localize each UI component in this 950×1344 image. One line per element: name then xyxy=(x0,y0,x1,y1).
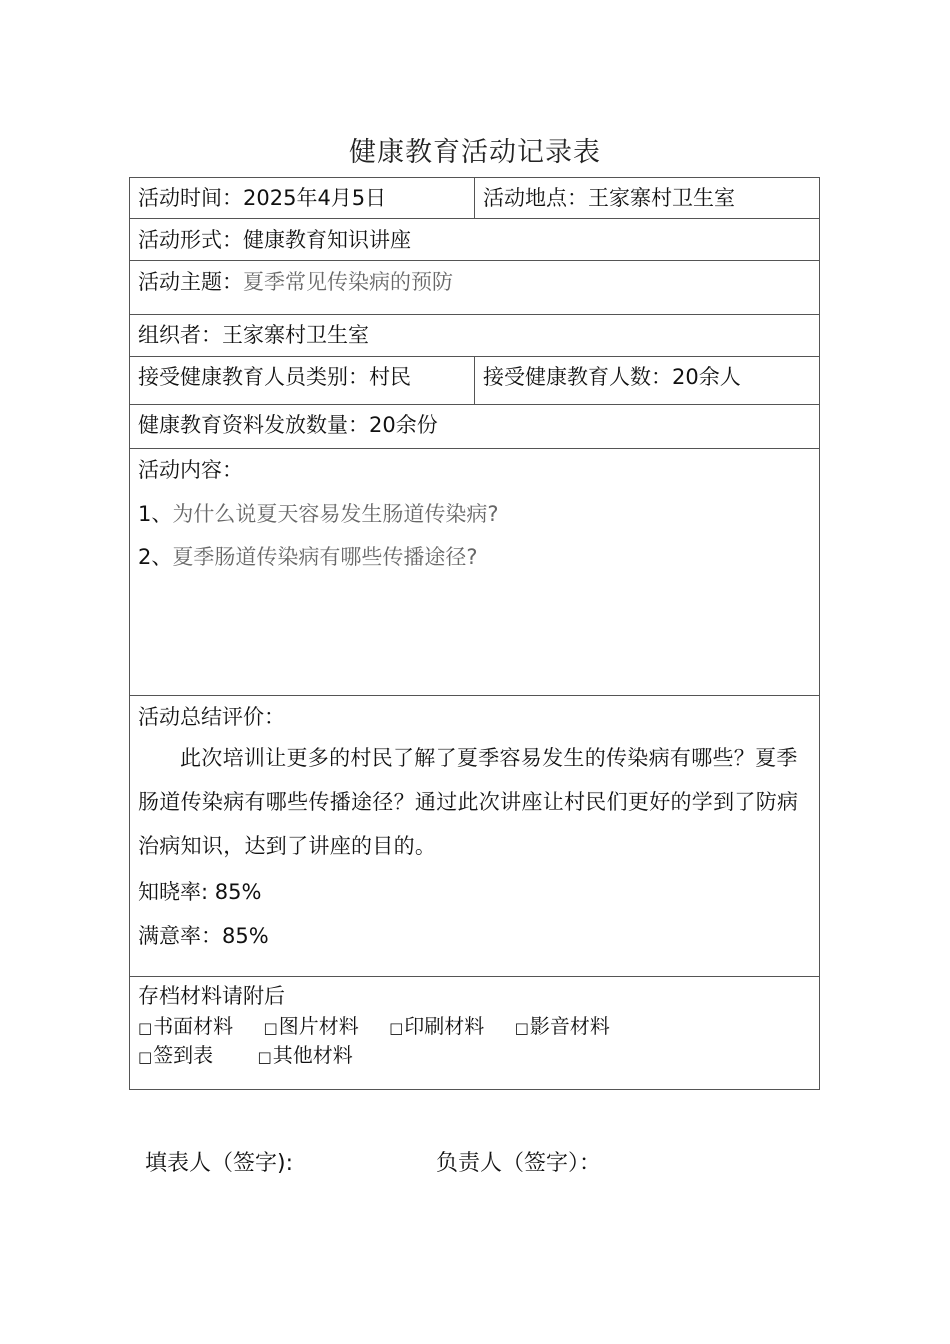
checkbox-icon: □ xyxy=(138,1019,153,1037)
cell-activity-form xyxy=(130,219,819,260)
checkbox-label: 影音材料 xyxy=(529,1014,610,1038)
row-audience xyxy=(130,357,819,405)
content-item-text: 夏季肠道传染病有哪些传播途径? xyxy=(172,545,478,569)
cell-summary xyxy=(130,696,819,976)
filler-signature-label: 填表人（签字): xyxy=(145,1151,293,1176)
checkbox-audio-video-materials[interactable] xyxy=(515,1010,610,1039)
checkbox-printed-materials[interactable] xyxy=(389,1010,484,1039)
activity-theme xyxy=(138,266,453,296)
content-item-text: 为什么说夏天容易发生肠道传染病? xyxy=(172,502,499,526)
record-form xyxy=(129,177,820,1090)
cell-organizer xyxy=(130,315,819,356)
cell-audience-count xyxy=(475,357,819,404)
checkbox-label: 印刷材料 xyxy=(404,1014,485,1038)
checkbox-sign-in-sheet[interactable] xyxy=(138,1039,213,1068)
cell-audience-type xyxy=(130,357,475,404)
checkbox-icon: □ xyxy=(389,1019,404,1037)
checkbox-icon: □ xyxy=(263,1019,278,1037)
row-theme xyxy=(130,261,819,315)
row-form xyxy=(130,219,819,261)
cell-activity-place xyxy=(475,178,819,218)
cell-activity-time xyxy=(130,178,475,218)
satisfaction-rate: 满意率：85% xyxy=(138,924,269,948)
theme-label: 活动主题： xyxy=(138,270,243,294)
row-organizer xyxy=(130,315,819,357)
activity-place: 活动地点：王家寨村卫生室 xyxy=(483,186,735,210)
checkbox-icon: □ xyxy=(514,1019,529,1037)
checkbox-label: 图片材料 xyxy=(278,1014,359,1038)
audience-count: 接受健康教育人数：20余人 xyxy=(483,365,741,389)
activity-time: 活动时间：2025年4月5日 xyxy=(138,186,387,210)
theme-value: 夏季常见传染病的预防 xyxy=(243,270,453,294)
activity-form: 活动形式：健康教育知识讲座 xyxy=(138,228,411,252)
row-materials-count xyxy=(130,405,819,449)
checkbox-label: 书面材料 xyxy=(153,1014,234,1038)
checkbox-other-materials[interactable] xyxy=(258,1039,353,1068)
organizer: 组织者：王家寨村卫生室 xyxy=(138,323,369,347)
content-item xyxy=(138,498,499,528)
content-item-number: 1、 xyxy=(138,502,173,526)
row-archive xyxy=(130,977,819,1089)
content-label: 活动内容： xyxy=(138,458,243,482)
content-item-number: 2、 xyxy=(138,545,173,569)
audience-type: 接受健康教育人员类别：村民 xyxy=(138,365,411,389)
awareness-rate: 知晓率: 85% xyxy=(138,880,262,904)
checkbox-written-materials[interactable] xyxy=(138,1010,233,1039)
content-item xyxy=(138,541,478,571)
checkbox-icon: □ xyxy=(138,1048,153,1066)
row-time-place xyxy=(130,178,819,219)
cell-activity-theme xyxy=(130,261,819,314)
cell-materials-count xyxy=(130,405,819,448)
checkbox-label: 其他材料 xyxy=(272,1043,353,1067)
archive-options-row xyxy=(138,1010,634,1039)
archive-options-row xyxy=(138,1039,377,1068)
responsible-signature-label: 负责人（签字）： xyxy=(436,1151,602,1176)
page-title: 健康教育活动记录表 xyxy=(349,137,601,168)
cell-archive xyxy=(130,977,819,1089)
row-content xyxy=(130,449,819,696)
summary-paragraph: 此次培训让更多的村民了解了夏季容易发生的传染病有哪些？夏季肠道传染病有哪些传播途径？通过此次讲座让村民们更好的学到了防病治病知识，达到了讲座的目的。 xyxy=(138,746,799,858)
checkbox-icon: □ xyxy=(257,1048,272,1066)
checkbox-picture-materials[interactable] xyxy=(264,1010,359,1039)
materials-count: 健康教育资料发放数量：20余份 xyxy=(138,413,438,437)
cell-content xyxy=(130,449,819,695)
checkbox-label: 签到表 xyxy=(153,1043,214,1067)
row-summary xyxy=(130,696,819,977)
summary-label: 活动总结评价： xyxy=(138,705,285,729)
archive-label: 存档材料请附后 xyxy=(138,984,285,1008)
